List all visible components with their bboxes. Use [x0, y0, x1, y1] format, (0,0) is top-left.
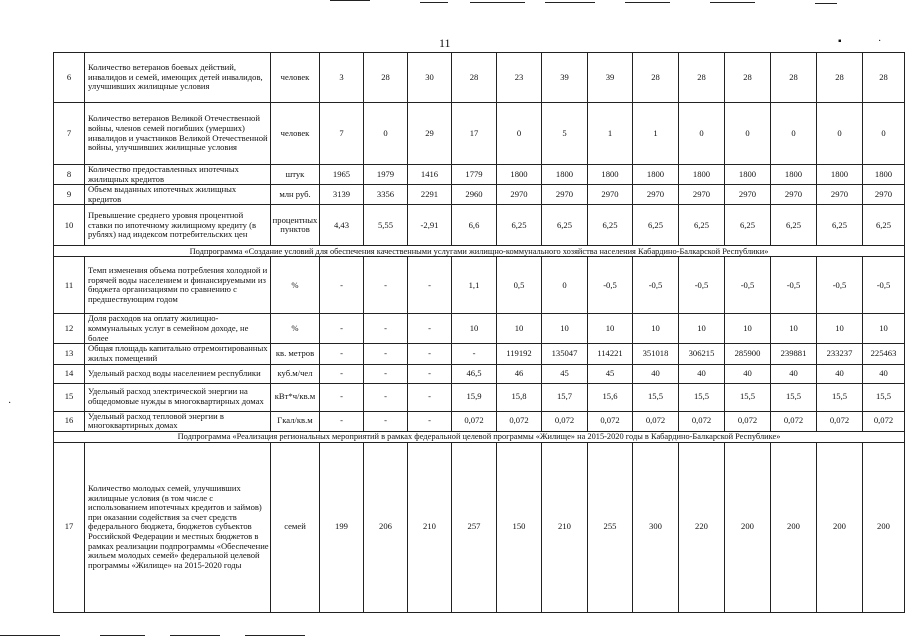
value-cell: 40	[633, 364, 679, 383]
value-cell: 0,072	[771, 411, 817, 431]
value-cell: -	[408, 411, 452, 431]
value-cell: -	[320, 411, 364, 431]
value-cell: 0,072	[497, 411, 542, 431]
value-cell: 1800	[725, 165, 771, 185]
table-row	[54, 165, 905, 185]
value-cell: 0,072	[452, 411, 497, 431]
value-cell: 28	[817, 53, 863, 103]
value-cell: -	[364, 383, 408, 411]
indicator-name: Количество ветеранов Великой Отечественной войны, членов семей погибших (умерших) инвалидов и участников Великой Отечественной войны, улучшивших жилищные условия	[85, 103, 271, 165]
value-cell: 15,6	[588, 383, 633, 411]
scan-mark	[545, 2, 595, 3]
value-cell: 7	[320, 103, 364, 165]
value-cell: 3356	[364, 185, 408, 205]
row-number: 13	[54, 344, 85, 364]
value-cell: 0	[679, 103, 725, 165]
unit-cell: кв. метров	[271, 344, 320, 364]
value-cell: -	[364, 411, 408, 431]
row-number: 8	[54, 165, 85, 185]
scan-mark	[0, 635, 60, 636]
unit-cell: кВт*ч/кв.м	[271, 383, 320, 411]
value-cell: 1800	[497, 165, 542, 185]
row-number: 17	[54, 442, 85, 612]
value-cell: 15,5	[633, 383, 679, 411]
value-cell: 114221	[588, 344, 633, 364]
value-cell: -0,5	[679, 257, 725, 314]
value-cell: 46,5	[452, 364, 497, 383]
value-cell: 5,55	[364, 205, 408, 246]
value-cell: -0,5	[771, 257, 817, 314]
row-number: 7	[54, 103, 85, 165]
unit-cell: процентных пунктов	[271, 205, 320, 246]
value-cell: 150	[497, 442, 542, 612]
value-cell: 10	[679, 314, 725, 344]
value-cell: 206	[364, 442, 408, 612]
scan-mark	[470, 2, 525, 3]
value-cell: -	[320, 364, 364, 383]
value-cell: 306215	[679, 344, 725, 364]
value-cell: 28	[452, 53, 497, 103]
value-cell: -0,5	[633, 257, 679, 314]
value-cell: 0,072	[863, 411, 905, 431]
value-cell: 0	[497, 103, 542, 165]
value-cell: 351018	[633, 344, 679, 364]
value-cell: 45	[588, 364, 633, 383]
value-cell: -	[452, 344, 497, 364]
value-cell: 220	[679, 442, 725, 612]
value-cell: 239881	[771, 344, 817, 364]
unit-cell: человек	[271, 103, 320, 165]
row-number: 6	[54, 53, 85, 103]
value-cell: 40	[771, 364, 817, 383]
row-number: 12	[54, 314, 85, 344]
value-cell: 285900	[725, 344, 771, 364]
value-cell: 6,25	[817, 205, 863, 246]
value-cell: 2970	[633, 185, 679, 205]
value-cell: 2970	[588, 185, 633, 205]
value-cell: 1800	[633, 165, 679, 185]
value-cell: 40	[679, 364, 725, 383]
unit-cell: млн руб.	[271, 185, 320, 205]
table-row	[54, 442, 905, 612]
value-cell: 10	[725, 314, 771, 344]
scan-mark	[710, 2, 755, 3]
value-cell: 233237	[817, 344, 863, 364]
value-cell: 10	[542, 314, 588, 344]
value-cell: 1779	[452, 165, 497, 185]
scan-mark	[625, 2, 670, 3]
value-cell: 1	[633, 103, 679, 165]
value-cell: 45	[542, 364, 588, 383]
indicator-name: Объем выданных ипотечных жилищных кредитов	[85, 185, 271, 205]
value-cell: 0	[771, 103, 817, 165]
value-cell: 6,25	[633, 205, 679, 246]
table-row	[54, 257, 905, 314]
value-cell: 0,072	[542, 411, 588, 431]
value-cell: 28	[725, 53, 771, 103]
unit-cell: штук	[271, 165, 320, 185]
value-cell: 1965	[320, 165, 364, 185]
value-cell: 28	[633, 53, 679, 103]
scan-mark	[330, 0, 370, 1]
unit-cell: %	[271, 314, 320, 344]
indicator-name: Количество предоставленных ипотечных жилищных кредитов	[85, 165, 271, 185]
value-cell: 1800	[863, 165, 905, 185]
scan-speck: ·	[878, 36, 882, 47]
value-cell: 1800	[817, 165, 863, 185]
value-cell: 2970	[771, 185, 817, 205]
value-cell: 4,43	[320, 205, 364, 246]
value-cell: -	[320, 257, 364, 314]
value-cell: 0,5	[497, 257, 542, 314]
value-cell: 6,25	[863, 205, 905, 246]
value-cell: 0	[364, 103, 408, 165]
value-cell: 200	[725, 442, 771, 612]
value-cell: 2970	[679, 185, 725, 205]
value-cell: 2970	[497, 185, 542, 205]
value-cell: -	[408, 364, 452, 383]
value-cell: -0,5	[588, 257, 633, 314]
value-cell: 15,5	[863, 383, 905, 411]
subprogram-row	[54, 246, 905, 257]
value-cell: 10	[497, 314, 542, 344]
value-cell: 28	[364, 53, 408, 103]
row-number: 10	[54, 205, 85, 246]
unit-cell: %	[271, 257, 320, 314]
value-cell: 39	[542, 53, 588, 103]
scan-mark	[170, 635, 220, 636]
value-cell: 23	[497, 53, 542, 103]
value-cell: -	[408, 383, 452, 411]
value-cell: 2970	[817, 185, 863, 205]
value-cell: 257	[452, 442, 497, 612]
value-cell: 2970	[863, 185, 905, 205]
table-row	[54, 205, 905, 246]
value-cell: 119192	[497, 344, 542, 364]
value-cell: 225463	[863, 344, 905, 364]
value-cell: 15,5	[725, 383, 771, 411]
value-cell: 200	[771, 442, 817, 612]
value-cell: 30	[408, 53, 452, 103]
value-cell: 0	[542, 257, 588, 314]
row-number: 11	[54, 257, 85, 314]
value-cell: 200	[817, 442, 863, 612]
value-cell: 2291	[408, 185, 452, 205]
indicators-table	[53, 52, 905, 613]
scan-speck: ·	[8, 398, 12, 409]
value-cell: 46	[497, 364, 542, 383]
value-cell: 0	[725, 103, 771, 165]
value-cell: 6,25	[771, 205, 817, 246]
unit-cell: Гкал/кв.м	[271, 411, 320, 431]
row-number: 16	[54, 411, 85, 431]
value-cell: 1800	[588, 165, 633, 185]
value-cell: 210	[542, 442, 588, 612]
row-number: 9	[54, 185, 85, 205]
value-cell: 6,25	[679, 205, 725, 246]
value-cell: 6,25	[497, 205, 542, 246]
value-cell: 0	[863, 103, 905, 165]
value-cell: 200	[863, 442, 905, 612]
row-number: 15	[54, 383, 85, 411]
unit-cell: человек	[271, 53, 320, 103]
value-cell: -0,5	[725, 257, 771, 314]
value-cell: 17	[452, 103, 497, 165]
value-cell: -	[364, 344, 408, 364]
scan-mark	[420, 2, 448, 3]
value-cell: 15,7	[542, 383, 588, 411]
value-cell: 40	[725, 364, 771, 383]
scan-speck: ▪	[838, 36, 842, 47]
value-cell: 6,25	[542, 205, 588, 246]
value-cell: 15,5	[817, 383, 863, 411]
table-row	[54, 185, 905, 205]
value-cell: 3139	[320, 185, 364, 205]
value-cell: 10	[633, 314, 679, 344]
value-cell: 210	[408, 442, 452, 612]
indicator-name: Удельный расход воды населением республики	[85, 364, 271, 383]
table-row	[54, 314, 905, 344]
value-cell: -	[320, 314, 364, 344]
value-cell: 6,25	[588, 205, 633, 246]
subprogram-title: Подпрограмма «Реализация региональных мероприятий в рамках федеральной целевой программы «Жилище» на 2015-2020 годы в Кабардино-Балкарской Республике»	[54, 431, 905, 442]
value-cell: -2,91	[408, 205, 452, 246]
value-cell: 2970	[542, 185, 588, 205]
value-cell: 0	[817, 103, 863, 165]
row-number: 14	[54, 364, 85, 383]
indicator-name: Количество ветеранов боевых действий, инвалидов и семей, имеющих детей инвалидов, улучшивших жилищные условия	[85, 53, 271, 103]
table-row	[54, 411, 905, 431]
value-cell: 15,5	[771, 383, 817, 411]
value-cell: 10	[863, 314, 905, 344]
value-cell: -0,5	[863, 257, 905, 314]
value-cell: 10	[771, 314, 817, 344]
value-cell: 40	[817, 364, 863, 383]
unit-cell: семей	[271, 442, 320, 612]
value-cell: 1800	[542, 165, 588, 185]
subprogram-title: Подпрограмма «Создание условий для обеспечения качественными услугами жилищно-коммунального хозяйства населения Кабардино-Балкарской Республики»	[54, 246, 905, 257]
value-cell: 5	[542, 103, 588, 165]
value-cell: 1979	[364, 165, 408, 185]
value-cell: 0,072	[817, 411, 863, 431]
value-cell: 1800	[771, 165, 817, 185]
value-cell: 40	[863, 364, 905, 383]
value-cell: 0,072	[679, 411, 725, 431]
value-cell: 10	[588, 314, 633, 344]
table-row	[54, 344, 905, 364]
value-cell: 10	[452, 314, 497, 344]
value-cell: -	[364, 257, 408, 314]
value-cell: 1416	[408, 165, 452, 185]
value-cell: 28	[863, 53, 905, 103]
value-cell: -	[408, 344, 452, 364]
value-cell: 28	[679, 53, 725, 103]
value-cell: -0,5	[817, 257, 863, 314]
value-cell: 0,072	[725, 411, 771, 431]
page-number: 11	[439, 36, 451, 50]
value-cell: 2970	[725, 185, 771, 205]
value-cell: 15,5	[679, 383, 725, 411]
value-cell: -	[364, 314, 408, 344]
value-cell: -	[408, 314, 452, 344]
value-cell: 6,25	[725, 205, 771, 246]
table-row	[54, 364, 905, 383]
value-cell: 39	[588, 53, 633, 103]
value-cell: 199	[320, 442, 364, 612]
value-cell: 6,6	[452, 205, 497, 246]
value-cell: 3	[320, 53, 364, 103]
indicator-name: Темп изменения объема потребления холодной и горячей воды населением и финансируемыми из бюджета организациями по сравнению с предшествующим годом	[85, 257, 271, 314]
table-row	[54, 103, 905, 165]
value-cell: 29	[408, 103, 452, 165]
value-cell: 10	[817, 314, 863, 344]
value-cell: 1800	[679, 165, 725, 185]
value-cell: 0,072	[588, 411, 633, 431]
value-cell: -	[320, 383, 364, 411]
indicator-name: Общая площадь капитально отремонтированных жилых помещений	[85, 344, 271, 364]
value-cell: 15,8	[497, 383, 542, 411]
value-cell: -	[320, 344, 364, 364]
value-cell: 135047	[542, 344, 588, 364]
value-cell: 255	[588, 442, 633, 612]
value-cell: 15,9	[452, 383, 497, 411]
value-cell: 2960	[452, 185, 497, 205]
value-cell: 1	[588, 103, 633, 165]
value-cell: -	[364, 364, 408, 383]
unit-cell: куб.м/чел	[271, 364, 320, 383]
value-cell: 0,072	[633, 411, 679, 431]
value-cell: 300	[633, 442, 679, 612]
table-row	[54, 53, 905, 103]
scan-mark	[100, 635, 145, 636]
value-cell: -	[408, 257, 452, 314]
indicator-name: Доля расходов на оплату жилищно-коммунальных услуг в семейном доходе, не более	[85, 314, 271, 344]
indicator-name: Удельный расход тепловой энергии в многоквартирных домах	[85, 411, 271, 431]
indicator-name: Количество молодых семей, улучшивших жилищные условия (в том числе с использованием ипотечных кредитов и займов) при оказании содействия за счет средств федерального бюджета, бюджетов субъектов Российской Федерации и местных бюджетов в рамках реализации подпрограммы «Обеспечение жильем молодых семей» федеральной целевой программы «Жилище» на 2015-2020 годы	[85, 442, 271, 612]
value-cell: 1,1	[452, 257, 497, 314]
scan-mark	[245, 635, 305, 636]
value-cell: 28	[771, 53, 817, 103]
indicator-name: Превышение среднего уровня процентной ставки по ипотечному жилищному кредиту (в рублях) над индексом потребительских цен	[85, 205, 271, 246]
scan-mark	[815, 3, 837, 4]
indicator-name: Удельный расход электрической энергии на общедомовые нужды в многоквартирных домах	[85, 383, 271, 411]
table-row	[54, 383, 905, 411]
subprogram-row	[54, 431, 905, 442]
